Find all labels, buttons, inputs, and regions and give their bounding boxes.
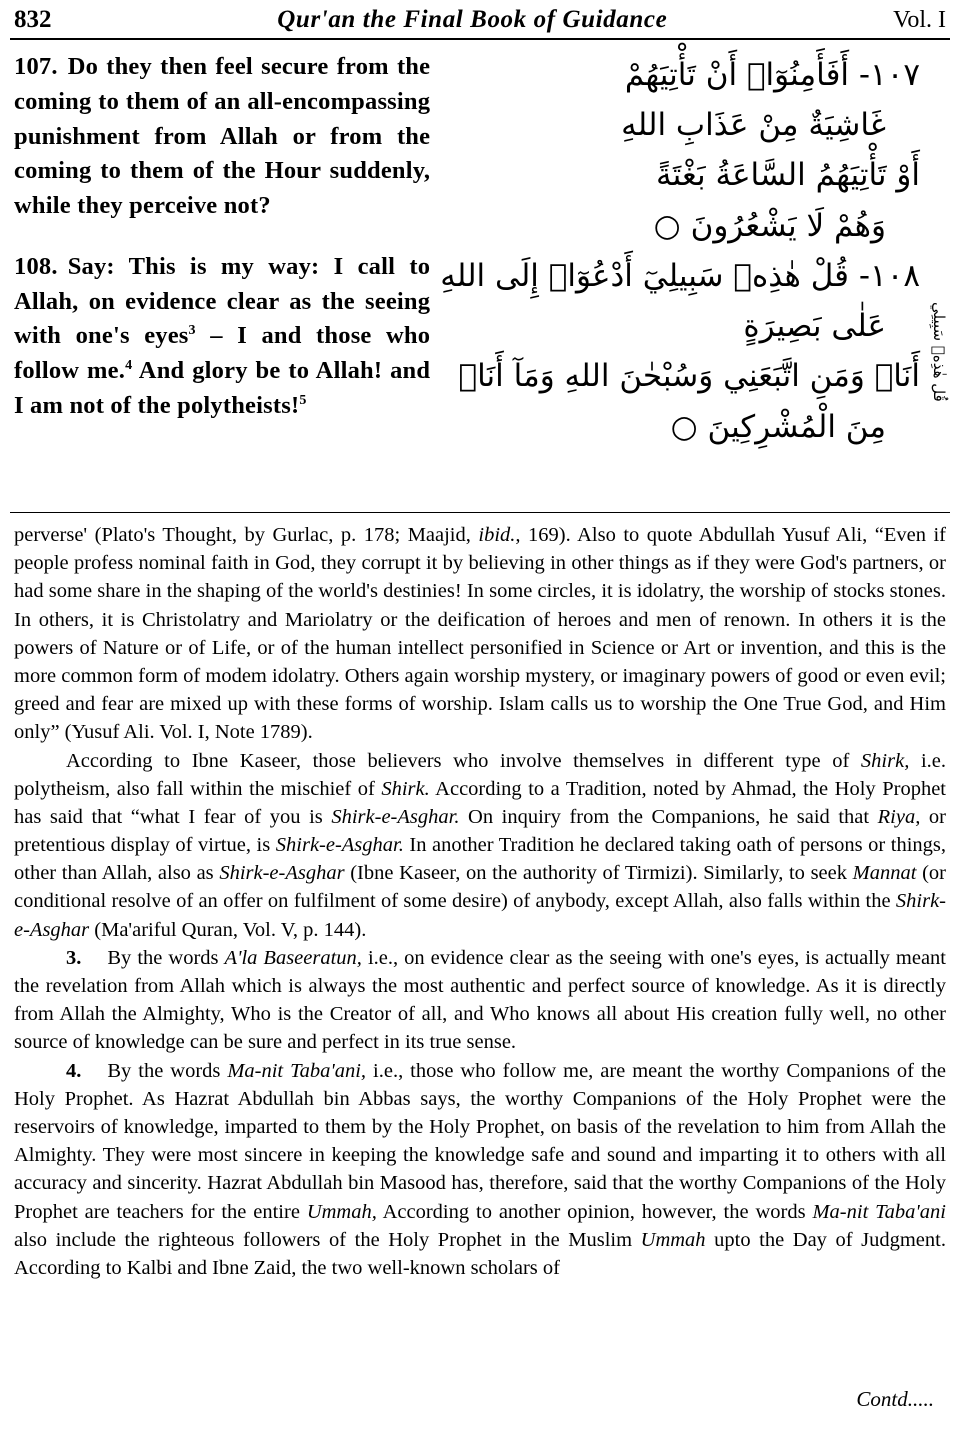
commentary-text: According to Ibne Kaseer, those believers who involve themselves in different type of <box>66 749 861 772</box>
commentary-text: 169). Also to quote Abdullah Yusuf Ali, “Even if people profess nominal faith in God, they corrupt it by believing in other things as if they were God's partners, or had some share in the shaping of the world's destinies! In some circles, it is idolatry, the worship of stocks stones. In others, it is Christolatry and Mariolatry or the deification of heroes and men of renown. In others it is the powers of Nature or of Life, or of the human intellect personified in Science or Art or invention, and this is the more common form of modem idolatry. Others again worship mystery, or imaginary powers of good or even evil; greed and fear are mixed up with these forms of worship. Islam calls us to worship the One True God, and Him only” (Yusuf Ali. Vol. I, Note 1789). <box>14 524 946 744</box>
footnote-marker-4: 4 <box>125 358 133 374</box>
commentary-text: (Ibne Kaseer, on the authority of Tirmizi). Similarly, to seek <box>344 862 853 885</box>
verse-107-number: 107. <box>14 53 58 80</box>
verse-107-text: Do they then feel secure from the coming to them of an all-encompassing punishment from Allah or from the coming to them of the Hour suddenly, while they perceive not? <box>14 53 431 220</box>
verse-108-text-part-2: – I and those who follow me. <box>14 322 431 385</box>
commentary-term: Ummah, <box>306 1200 377 1223</box>
arabic-line-4: وَهُمْ لَا يَشْعُرُونَ ○ <box>653 207 886 244</box>
arabic-line-2: غَاشِيَةٌ مِنْ عَذَابِ اللهِ <box>621 107 886 144</box>
arabic-line-5: ١٠٨- قُلْ هٰذِهٖ سَبِيلِيٓ أَدْعُوٓا۟ إِلَى اللهِ <box>440 257 920 294</box>
commentary-term: Shirk, <box>860 749 910 772</box>
commentary-term: Ma-nit Taba'ani, <box>227 1059 367 1082</box>
commentary-text: According to a Tradition, noted by Ahmad, the Holy Prophet has said that “what I fear of you is <box>14 777 946 828</box>
verse-108 <box>14 250 430 424</box>
commentary-text: i.e. polytheism, also fall within the mischief of <box>14 749 946 800</box>
english-translation-column <box>14 50 440 510</box>
commentary-text: i.e., on evidence clear as the seeing with one's eyes, is actually meant the revelation from Allah which is always the most authentic and perfect source of knowledge. As it is directly from Allah the Almighty, Who is the Creator of all, and Who knows all about His creation fully well, no other source of knowledge can be sure and perfect in its true sense. <box>14 946 947 1054</box>
verse-108-number: 108. <box>14 252 58 280</box>
volume-label: Vol. I <box>893 7 946 33</box>
commentary-text: On inquiry from the Companions, he said that <box>459 805 878 828</box>
arabic-line-7: أَنَا۠ وَمَنِ اتَّبَعَنِي وَسُبْحٰنَ اللهِ وَمَآ أَنَا۠ <box>458 358 920 395</box>
arabic-line-3: أَوْ تَأْتِيَهُمُ السَّاعَةُ بَغْتَةً <box>656 157 920 194</box>
footnote-marker-5: 5 <box>299 392 307 408</box>
commentary-term: Riya, <box>877 805 921 828</box>
commentary-term: Shirk-e-Asghar. <box>331 805 460 828</box>
page-header <box>0 0 960 34</box>
footer-contd: Contd..... <box>856 1387 934 1411</box>
arabic-line-1: ١٠٧- أَفَأَمِنُوٓا۟ أَنْ تَأْتِيَهُمْ <box>624 57 920 93</box>
commentary-text: (Ma'ariful Quran, Vol. V, p. 144). <box>89 918 367 941</box>
commentary-text: perverse' (Plato's Thought, by Gurlac, p. 178; Maajid, <box>14 524 479 546</box>
commentary-text: (or conditional resolve of an offer on fulfilment of some desire) of anybody, except Allah, also falls within the <box>14 862 946 913</box>
commentary-term: Shirk. <box>381 777 430 800</box>
commentary-term: ibid., <box>478 524 521 546</box>
commentary-text: or pretentious display of virtue, is <box>14 805 947 857</box>
commentary-text: upto the Day of Judgment. According to Kalbi and Ibne Zaid, the two well-known scholars of <box>14 1228 946 1279</box>
verse-108-text-part-1: Say: This is my way: I call to Allah, on evidence clear as the seeing with one's eyes <box>14 252 431 350</box>
commentary-body <box>0 521 960 1282</box>
arabic-text-column <box>440 50 946 510</box>
verse-area <box>0 40 960 510</box>
commentary-text: According to another opinion, however, the words <box>376 1200 813 1223</box>
commentary-term: Ummah <box>640 1228 706 1251</box>
commentary-text: also include the righteous followers of the Holy Prophet in the Muslim <box>14 1228 641 1251</box>
commentary-paragraph <box>14 521 946 747</box>
arabic-line-6: عَلٰى بَصِيرَةٍ <box>743 308 886 345</box>
commentary-term: Shirk-e-Asghar <box>14 890 946 941</box>
footnote-marker-3: 3 <box>188 323 196 339</box>
commentary-note-number: 3. <box>66 946 82 969</box>
commentary-text: i.e., those who follow me, are meant the worthy Companions of the Holy Prophet. As Hazrat Abdullah bin Abbas says, the worthy Companions of the Holy Prophet were the reservoirs of knowledge, imparted to them by the Holy Prophet, on basis of the revelation to him from Allah the Almighty. They were most sincere in keeping the knowledge safe and sound and imparting it to others with all accuracy and sincerity. Hazrat Abdullah bin Masood has, therefore, said that the worthy Companions of the Holy Prophet are teachers for the entire <box>14 1059 946 1223</box>
verse-107 <box>14 50 430 224</box>
commentary-term: Shirk-e-Asghar <box>219 862 345 885</box>
commentary-divider <box>10 512 950 513</box>
arabic-line-8: مِنَ الْمُشْرِكِينَ ○ <box>670 408 886 445</box>
commentary-note-number: 4. <box>66 1059 82 1082</box>
commentary-term: A'la Baseeratun, <box>224 946 362 969</box>
commentary-term: Mannat <box>852 862 917 885</box>
commentary-text: In another Tradition he declared taking oath of persons or things, other than Allah, also as <box>14 834 947 885</box>
page-number: 832 <box>14 6 52 33</box>
commentary-term: Shirk-e-Asghar. <box>275 834 404 857</box>
commentary-text: By the words <box>107 1059 228 1082</box>
commentary-paragraph <box>14 747 946 944</box>
commentary-paragraph <box>14 1057 946 1283</box>
commentary-text: By the words <box>107 946 225 969</box>
arabic-side-note: قُل هٰذِهٖ سَبِيلِي <box>930 302 948 402</box>
commentary-term: Ma-nit Taba'ani <box>812 1200 946 1223</box>
commentary-paragraph <box>14 944 946 1057</box>
book-title: Qur'an the Final Book of Guidance <box>277 6 668 33</box>
verse-108-text-part-3: And glory be to Allah! and I am not of the polytheists! <box>14 357 431 420</box>
